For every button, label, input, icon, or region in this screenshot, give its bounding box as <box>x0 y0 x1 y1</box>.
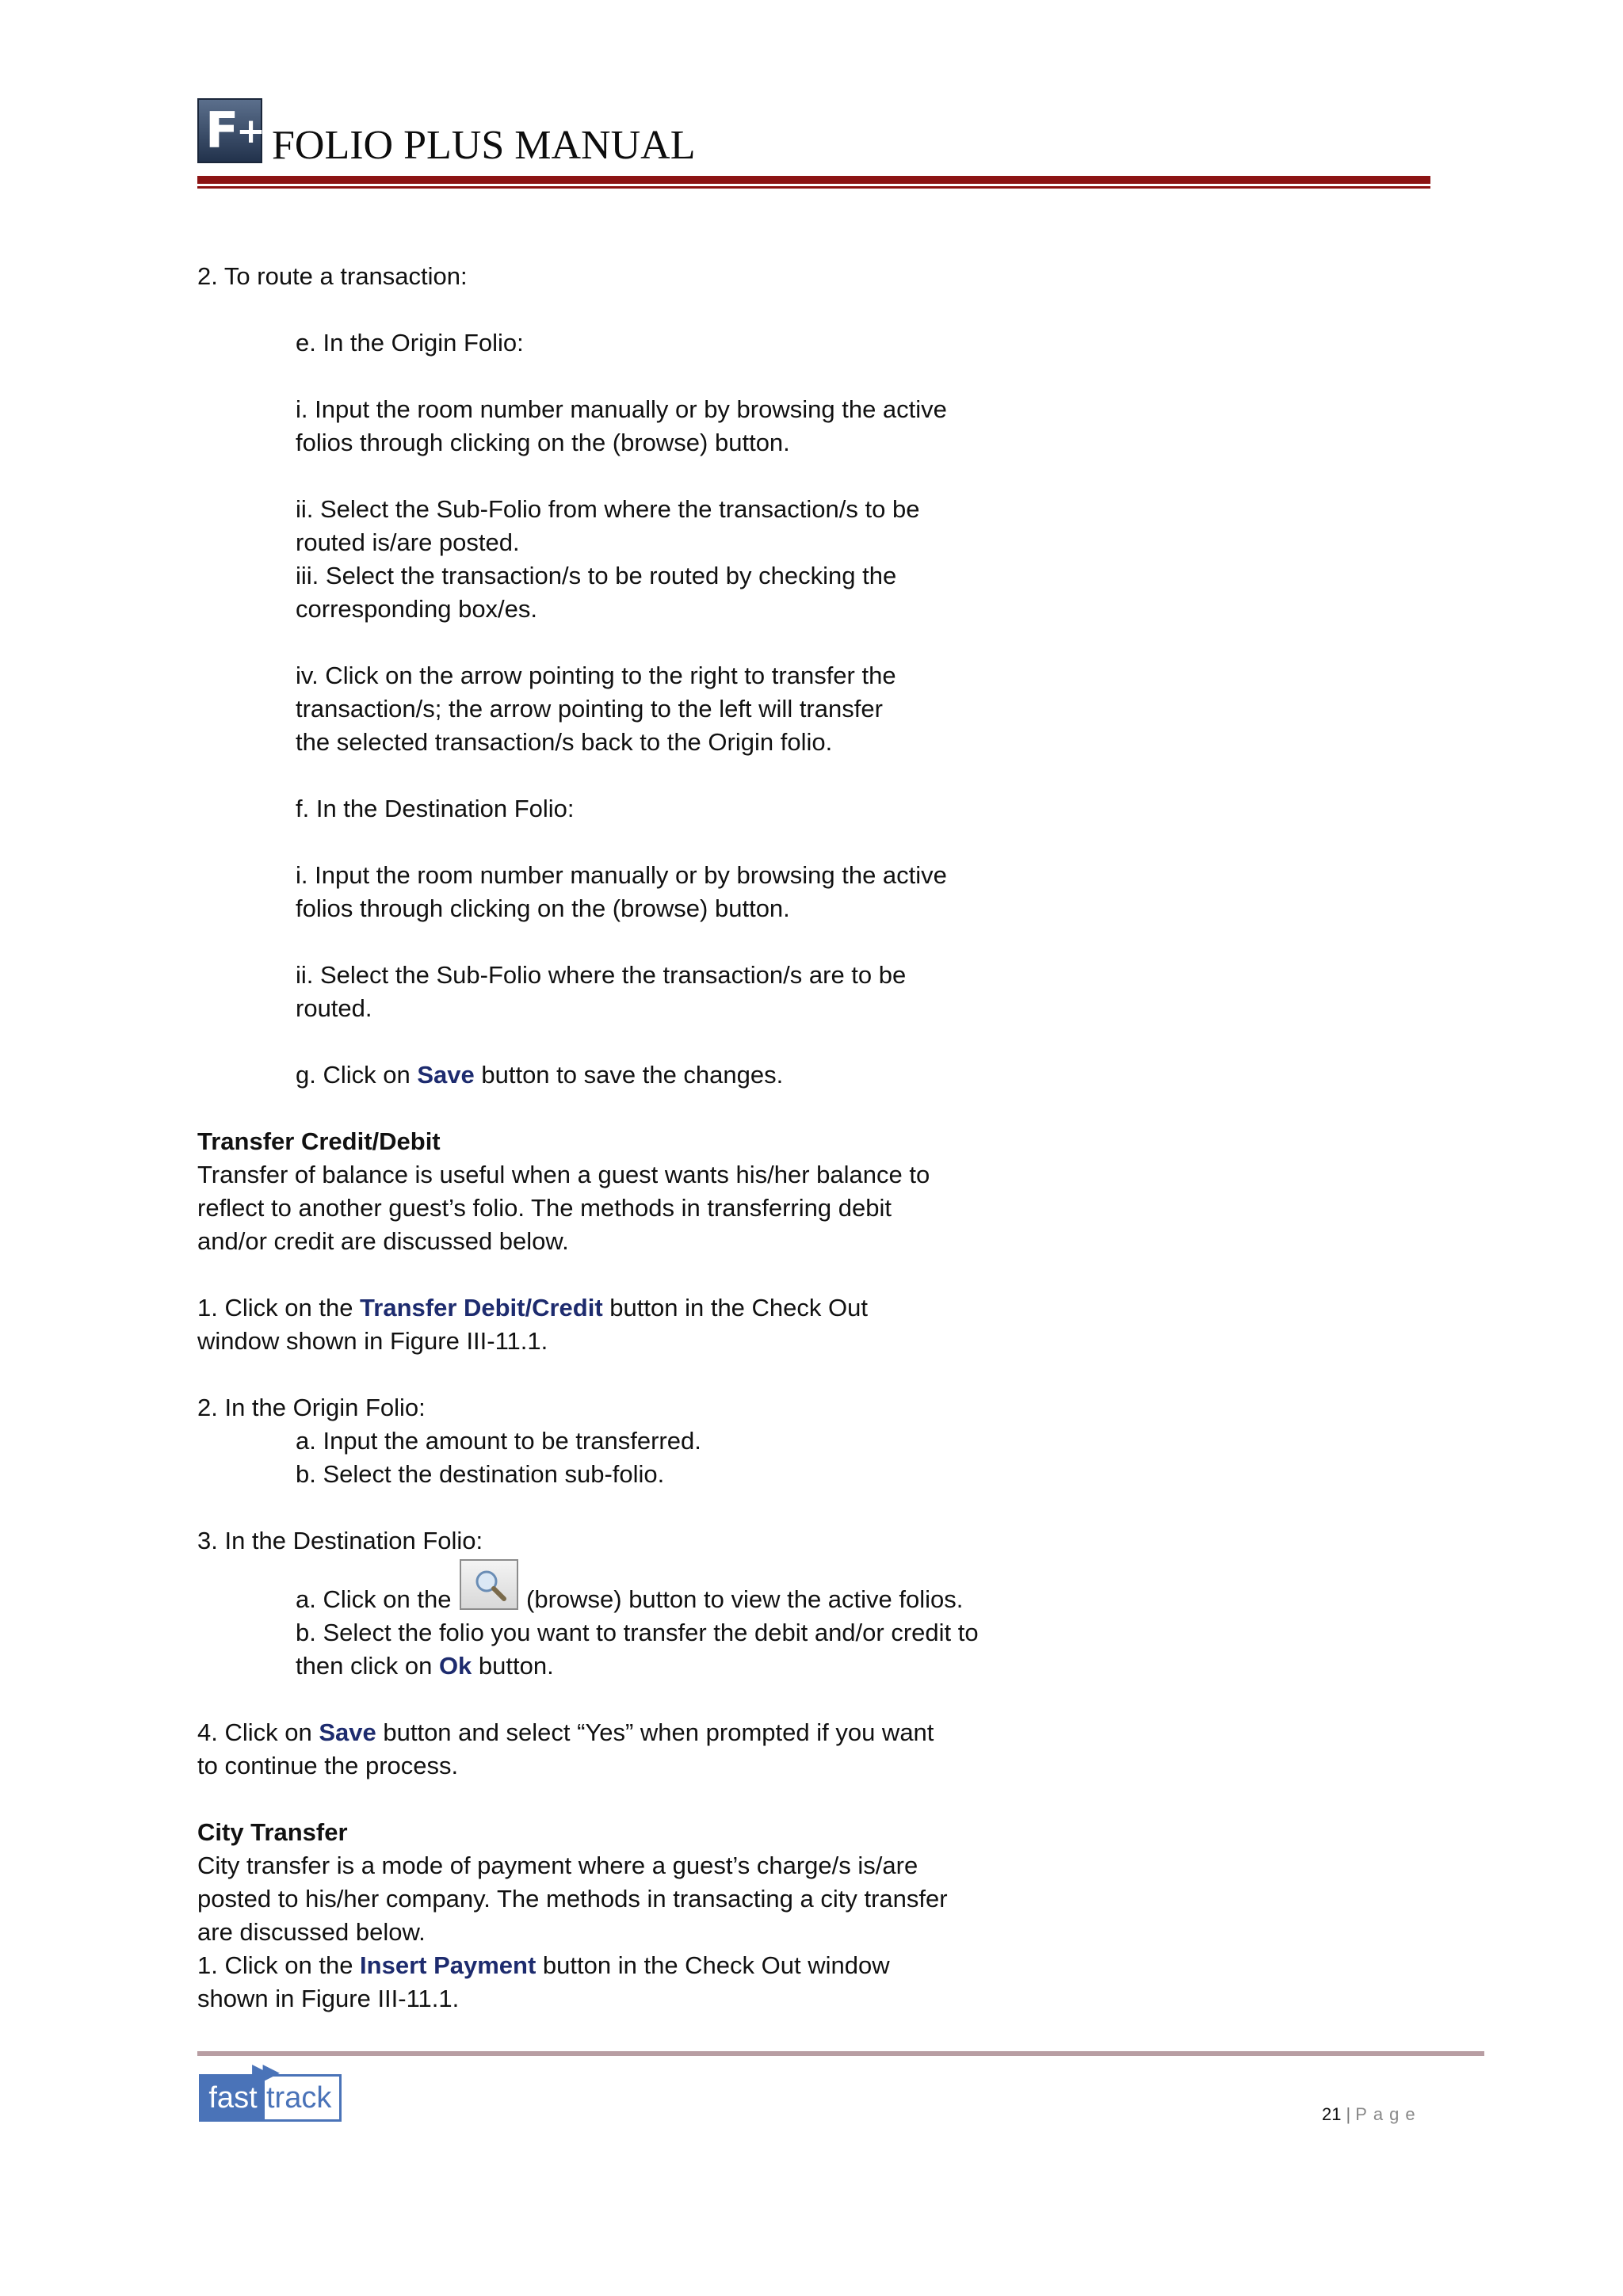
text-line <box>197 1716 934 1749</box>
page-title: FOLIO PLUS MANUAL <box>272 123 696 168</box>
text-segment: button and select “Yes” when prompted if you want <box>376 1718 934 1746</box>
footer-rule <box>197 2051 1484 2056</box>
text-segment: 1. Click on the <box>197 1294 361 1322</box>
header-rule-thin <box>197 186 1430 189</box>
text-line: b. Select the folio you want to transfer the debit and/or credit to <box>296 1619 979 1646</box>
section-heading-city: City Transfer <box>197 1818 348 1846</box>
text-segment: button in the Check Out window <box>536 1951 890 1979</box>
page-separator: | <box>1346 2104 1351 2124</box>
text-line: a. Input the amount to be transferred. <box>296 1427 701 1455</box>
logo-plus: + <box>236 111 265 151</box>
magnifier-icon <box>471 1567 509 1604</box>
text-line: a. Click on the <box>296 1585 452 1613</box>
text-line: b. Select the destination sub-folio. <box>296 1460 665 1488</box>
text-line: i. Input the room number manually or by browsing the active <box>296 395 947 423</box>
text-line: routed is/are posted. <box>296 528 520 556</box>
insert-payment-term: Insert Payment <box>360 1951 537 1979</box>
text-line: the selected transaction/s back to the Origin folio. <box>296 728 833 756</box>
page-label: Page <box>1355 2104 1422 2124</box>
text-line: 2. In the Origin Folio: <box>197 1394 426 1421</box>
text-line: transaction/s; the arrow pointing to the left will transfer <box>296 695 883 723</box>
logo-letter: F <box>205 101 239 159</box>
text-line: posted to his/her company. The methods in transacting a city transfer <box>197 1885 948 1913</box>
ok-term: Ok <box>438 1652 472 1680</box>
text-line: reflect to another guest’s folio. The methods in transferring debit <box>197 1194 892 1222</box>
text-line <box>197 1949 890 1982</box>
text-line: e. In the Origin Folio: <box>296 329 524 357</box>
text-line: i. Input the room number manually or by browsing the active <box>296 861 947 889</box>
text-line: folios through clicking on the (browse) button. <box>296 894 790 922</box>
text-line: to continue the process. <box>197 1752 459 1779</box>
fasttrack-logo-icon <box>199 2059 342 2122</box>
save-term: Save <box>319 1718 376 1746</box>
text-line <box>296 1650 554 1683</box>
text-segment: button in the Check Out <box>602 1294 868 1322</box>
text-line: f. In the Destination Folio: <box>296 795 575 822</box>
text-line: ii. Select the Sub-Folio where the transaction/s are to be <box>296 961 907 989</box>
browse-button[interactable] <box>460 1559 518 1610</box>
text-line: folios through clicking on the (browse) button. <box>296 429 790 456</box>
logo-track: track <box>266 2081 332 2115</box>
text-line: (browse) button to view the active folios. <box>526 1585 964 1613</box>
folio-plus-logo-icon <box>197 98 265 163</box>
page-number-value: 21 <box>1322 2104 1342 2124</box>
text-line: window shown in Figure III-11.1. <box>197 1327 548 1355</box>
text-line: routed. <box>296 994 372 1022</box>
transfer-debit-credit-term: Transfer Debit/Credit <box>360 1294 603 1322</box>
text-line: shown in Figure III-11.1. <box>197 1985 460 2012</box>
text-segment: 1. Click on the <box>197 1951 361 1979</box>
text-line: Transfer of balance is useful when a guest wants his/her balance to <box>197 1161 930 1188</box>
text-line: 2. To route a transaction: <box>197 262 468 290</box>
text-line: City transfer is a mode of payment where a guest’s charge/s is/are <box>197 1852 918 1879</box>
text-line: are discussed below. <box>197 1918 426 1946</box>
page-header <box>197 93 1430 189</box>
text-segment: 4. Click on <box>197 1718 319 1746</box>
text-line <box>197 1291 868 1325</box>
text-line: 3. In the Destination Folio: <box>197 1527 483 1554</box>
text-line: iv. Click on the arrow pointing to the right to transfer the <box>296 662 896 689</box>
text-segment: button to save the changes. <box>474 1061 784 1089</box>
text-segment: then click on <box>296 1652 439 1680</box>
logo-arrows-icon: ▶▶ <box>252 2059 274 2084</box>
text-line: iii. Select the transaction/s to be routed by checking the <box>296 562 897 589</box>
text-line <box>296 1058 783 1092</box>
logo-fast: fast <box>201 2077 265 2119</box>
page-number <box>1322 2103 1422 2126</box>
text-line: and/or credit are discussed below. <box>197 1227 569 1255</box>
text-line: ii. Select the Sub-Folio from where the transaction/s to be <box>296 495 920 523</box>
text-segment: g. Click on <box>296 1061 418 1089</box>
text-line: corresponding box/es. <box>296 595 538 623</box>
section-heading-transfer: Transfer Credit/Debit <box>197 1127 441 1155</box>
save-term: Save <box>417 1061 475 1089</box>
header-rule-thick <box>197 176 1430 184</box>
text-segment: button. <box>472 1652 554 1680</box>
